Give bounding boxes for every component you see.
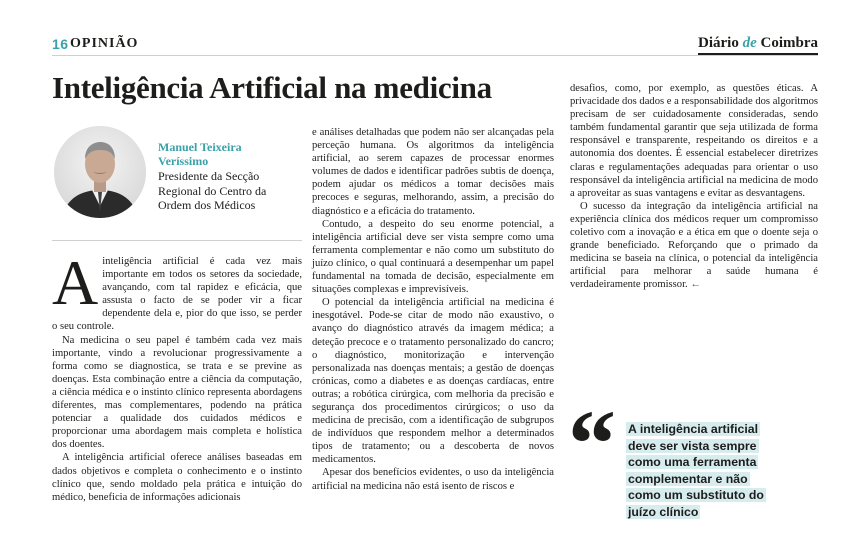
section-label: OPINIÃO [70,36,139,51]
masthead-part1: Diário [698,35,743,51]
paragraph: e análises detalhadas que podem não ser alcançadas pela perceção humana. Os algoritmos da inteligência artificial, ao serem capazes de processar enormes volumes de dados e identificar padrões subtis de doença, podem ajudar os médicos a tomar decisões mais precoces e seguras, melhorando, assim, a precisão do diagnóstico e a eficácia do tratamento. [312,127,554,217]
paragraph: Contudo, a despeito do seu enorme potencial, a inteligência artificial deve ser vista sempre como uma ferramenta complementar e não como um substituto do juízo clínico, o qual continuará a desempenhar um papel fundamental na tomada de decisão, especialmente em situações complexas e imprevisíveis. [312,218,554,296]
paragraph: Na medicina o seu papel é também cada vez mais importante, vindo a revolucionar progressivamente a forma como se diagnostica, se trata e se previne as doenças. Esta combinação entre a ciência da computação, a ciência médica e o instinto clínico representa abordagens diferentes, mas complementares, podendo na prática potenciar a qualidade dos cuidados médicos e proporcionar uma abordagem mais completa e holística dos doentes. [52,334,302,451]
paragraph: O potencial da inteligência artificial na medicina é inesgotável. Pode-se citar de modo não exaustivo, o avanço do diagnóstico através da imagem médica; a deteção precoce e o tratamento personalizado do cancro; o diagnóstico, monitorização e intervenção personalizada nas doenças mentais; a gestão de doenças crónicas, como a diabetes e as doenças cardíacas, entre outras; a robótica cirúrgica, com melhoria da precisão e segurança dos procedimentos cirúrgicos; o uso da medicina de precisão, com a identificação de subgrupos de indivíduos que respondem melhor a determinados tipos de tratamento; ou a descoberta de novos medicamentos. [312,297,554,466]
quote-mark-icon: “ [568,390,616,497]
paragraph [570,200,818,292]
article-column-1 [52,247,302,504]
article-column-3 [570,82,818,292]
header-rule [52,55,818,56]
article-column-2 [312,126,554,493]
byline-rule [52,240,302,241]
masthead [698,35,818,55]
paragraph: A inteligência artificial oferece análises baseadas em dados objetivos e completa o conhecimento e o instinto clínico que, sendo moldado pela prática e intuição do médico, beneficia de informações adicionais [52,452,302,503]
masthead-part3: Coimbra [756,35,818,51]
page-number: 16 [52,36,69,52]
paragraph: Apesar dos benefícios evidentes, o uso da inteligência artificial na medicina não está isento de riscos e [312,467,554,492]
paragraph: desafios, como, por exemplo, as questões éticas. A privacidade dos dados e a responsabilidade dos algoritmos precisam de ser cuidadosamente consideradas, sendo também fundamental garantir que seja utilizada de forma responsável e transparente, respeitando os direitos e a autonomia dos doentes. É essencial estabelecer diretrizes claras e regulamentações adequadas para orientar o uso responsável da inteligência artificial na medicina de modo a aproveitar as suas vantagens e evitar as desvantagens. [570,83,819,199]
end-arrow-icon: ← [690,279,701,291]
paragraph: inteligência artificial é cada vez mais importante em todos os setores da sociedade, avançando, com tal rapidez e eficácia, que assusta o facto de se poder vir a ficar dependente dela e, pior do que isso, se perder o seu controle. [52,256,302,333]
pull-quote [626,421,766,521]
author-name: Manuel Teixeira Veríssimo [158,140,242,168]
author-portrait-icon [54,126,146,218]
paragraph-text: O sucesso da integração da inteligência artificial na experiência clínica dos médicos requer um compromisso coletivo com a inovação e a ética em que o doente seja o grande beneficiado. Reforçando que o primado da medicina se baseia na clínica, o potencial da inteligência artificial para melhorar a saúde humana é verdadeiramente promissor. [570,200,818,291]
drop-cap: A [52,247,99,318]
masthead-part2: de [742,35,757,51]
author-role: Presidente da Secção Regional do Centro da Ordem dos Médicos [158,169,267,212]
pull-quote-text: A inteligência artificial deve ser vista sempre como uma ferramenta complementar e não como um substituto do juízo clínico [628,422,764,519]
author-photo [54,126,146,218]
article-title: Inteligência Artificial na medicina [52,70,492,105]
